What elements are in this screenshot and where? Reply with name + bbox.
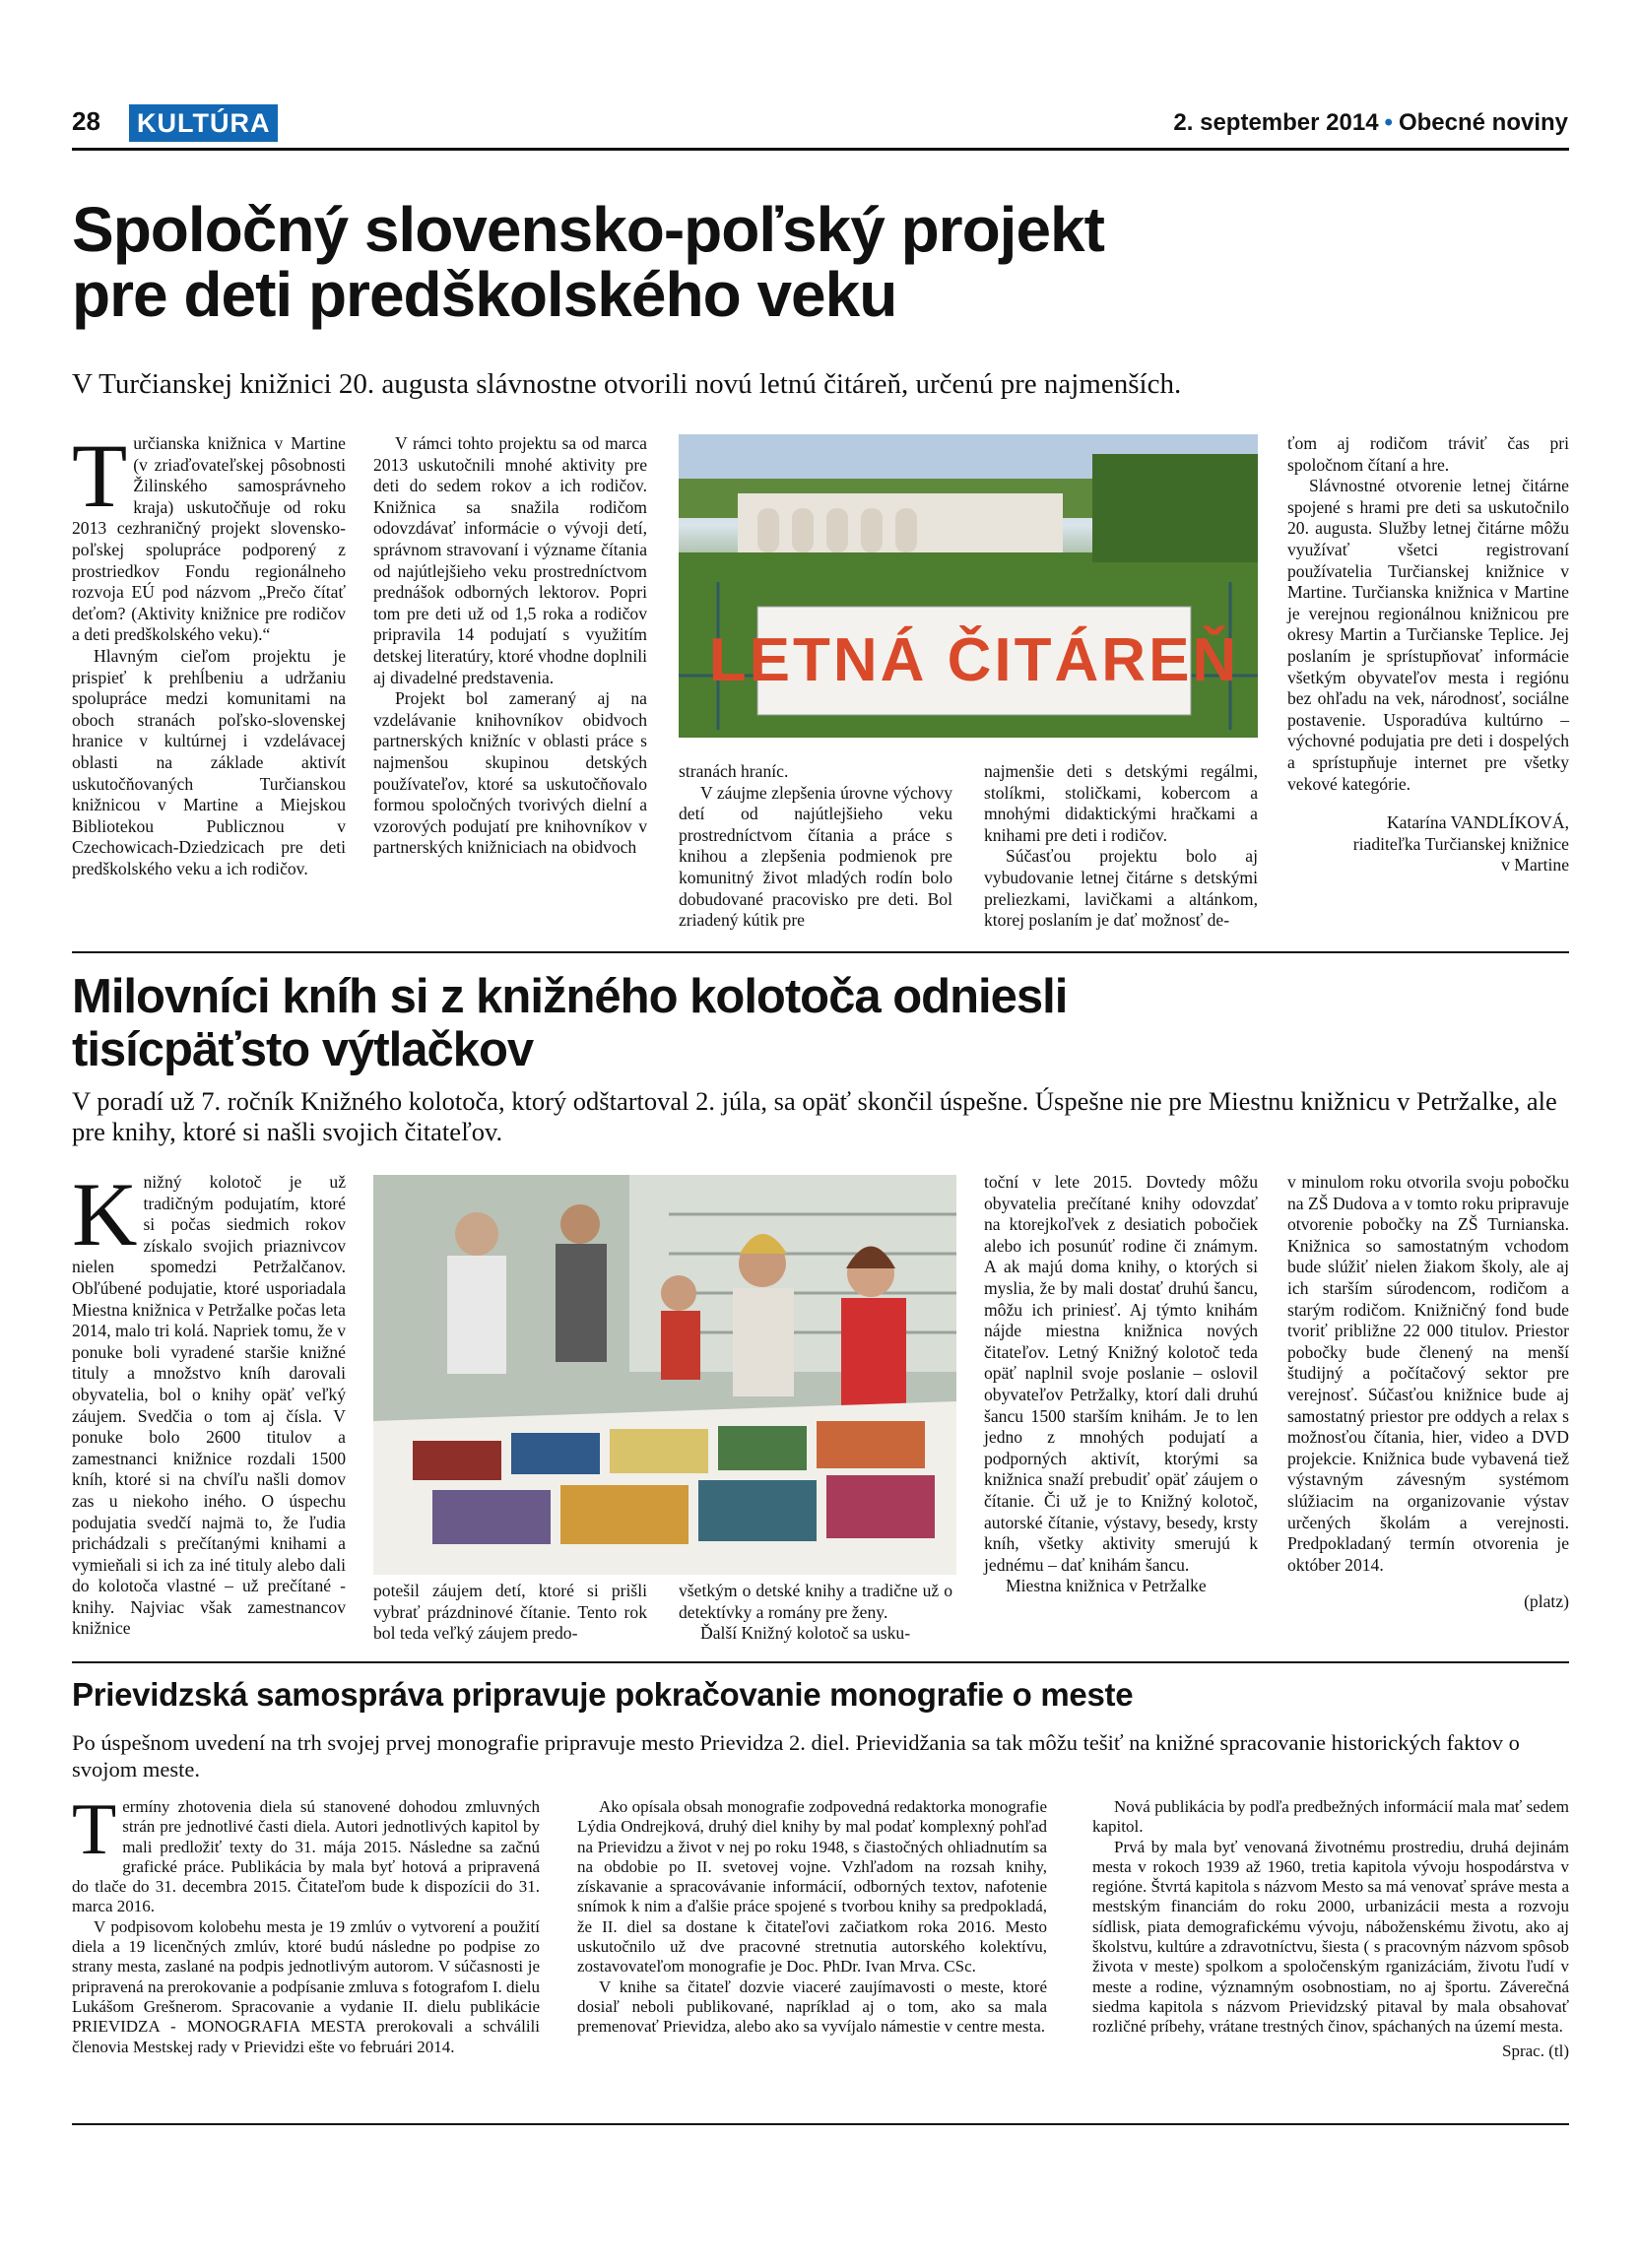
photo-book-fair-illustration (373, 1175, 956, 1575)
photo-letna-citaren-illustration (679, 434, 1258, 738)
article3-headline: Prievidzská samospráva pripravuje pokračovanie monografie o meste (72, 1676, 1134, 1713)
article2-paragraph: všetkým o detské knihy a tradične už o detektívky a romány pre ženy. (679, 1581, 952, 1622)
section-badge: KULTÚRA (129, 104, 278, 142)
article1-dropcap: T (72, 425, 128, 526)
article1-column-5 (1287, 433, 1569, 876)
article1-author-place: v Martine (1501, 855, 1569, 875)
article3-dropcap: T (72, 1789, 117, 1870)
article3-paragraph: Nová publikácia by podľa predbežných informácií mala mať sedem kapitol. (1092, 1797, 1569, 1837)
article2-dropcap: K (72, 1164, 138, 1264)
article1-author-role: riaditeľka Turčianskej knižnice (1352, 833, 1569, 854)
footer-rule (72, 2123, 1569, 2125)
header-rule (72, 148, 1569, 151)
article1-column-4 (984, 761, 1258, 932)
article-divider (72, 951, 1569, 953)
article2-column-2 (373, 1581, 647, 1645)
article1-paragraph: V záujme zlepšenia úrovne výchovy detí od najútlejšieho veku prostredníctvom čítania a práce s knihou a zlepšenia podmienok pre komunitný život mladých rodín bolo dobudované pracovisko pre deti. Bol zriadený kútik pre (679, 782, 952, 931)
article3-column-1 (72, 1789, 540, 2057)
photo-letna-citaren (679, 434, 1258, 738)
article1-author: Katarína VANDLÍKOVÁ, (1386, 812, 1569, 833)
photo-book-fair (373, 1175, 956, 1575)
article1-paragraph: najmenšie deti s detskými regálmi, stolíkmi, stoličkami, kobercom a mnohými didaktickými hračkami a knihami pre deti i rodičov. (984, 761, 1258, 845)
article3-column-3 (1092, 1797, 1569, 2061)
header-dateline (1173, 109, 1568, 137)
article1-column-3 (679, 761, 952, 932)
article3-paragraph: V podpisovom kolobehu mesta je 19 zmlúv o vytvorení a použití diela a 19 licenčných zmlúv, ktoré budú následne po podpise zo strany mesta, zaslané na podpis jednotlivým autorom. V súčasnosti je pripravená na prerokovanie a podpísanie zmluva s fotografom I. dielu Lukášom Grešnerom. Spracovanie a vydanie II. dielu publikácie PRIEVIDZA - MONOGRAFIA MESTA prerokovali a schválili členovia Mestskej rady v Prievidzi ešte vo februári 2014. (72, 1916, 540, 2056)
article1-paragraph: Hlavným cieľom projektu je prispieť k prehĺbeniu a udržaniu spolupráce medzi komunitami na oboch stranách poľsko-slovenskej hranice v kultúrnej i vzdelávacej oblasti na základe aktivít uskutočňovaných Turčianskou knižnicou v Martine a Miejskou Bibliotekou Publicznou v Czechowicach-Dziedzicach pre deti predškolského veku a ich rodičov. (72, 645, 346, 878)
article2-text: nižný kolotoč je už tradičným podujatím, ktoré si počas siedmich rokov získalo svojich priaznivcov nielen spomedzi Petržalčanov. Obľúbené podujatie, ktoré usporiadala Miestna knižnica v Petržalke počas leta 2014, malo tri kolá. Napriek tomu, že v ponuke boli vyradené staršie knižné tituly a množstvo kníh darovali obyvatelia, bol o knihy opäť veľký záujem. Svedčia o tom aj čísla. V ponuke bolo 2600 titulov a zamestnanci knižnice rozdali 1500 kníh, ktoré si na chvíľu našli domov zas u niekoho iného. O úspechu podujatia svedčí najmä to, že ľudia prichádzali s prečítanými knihami a vymieňali si ich za iné tituly alebo dali do kolotoča vlastné – už prečítané - knihy. Najviac však zamestnancov knižnice (72, 1172, 346, 1639)
article3-signature: Sprac. (tl) (1502, 2041, 1569, 2060)
article1-headline-line1: Spoločný slovensko-poľský projekt (72, 194, 1104, 265)
article1-paragraph: ťom aj rodičom tráviť čas pri spoločnom čítaní a hre. (1287, 433, 1569, 475)
separator-dot: • (1384, 109, 1393, 136)
article3-paragraph: Ako opísala obsah monografie zodpovedná redaktorka monografie Lýdia Ondrejková, druhý diel knihy by mal podať komplexný pohľad na Prievidzu a život v nej po roku 1948, s čiastočných ohliadnutím sa na obdobie po II. svetovej vojne. Vzhľadom na rozsah knihy, získavanie a spracovávanie informácií, odborných textov, nafotenie snímok k nim a ďalšie práce spojené s tvorbou knihy sa predpokladá, že II. diel sa dostane k čitateľovi začiatkom roka 2016. Mesto uskutočnilo už dve pracovné stretnutia autorského kolektívu, zostavovateľom monografie je Doc. PhDr. Ivan Mrva. CSc. (577, 1797, 1047, 1976)
article1-paragraph: V rámci tohto projektu sa od marca 2013 uskutočnili mnohé aktivity pre deti do sedem rokov a ich rodičov. Knižnica sa snažila rodičom odovzdávať informácie o vývoji detí, správnom stravovaní i význame čítania od najútlejšieho veku prostredníctvom prednášok odborných lektorov. Popri tom pre deti už od 1,5 roka a rodičov pripravila 14 podujatí s využitím detskej literatúry, ktoré vhodne doplnili aj divadelné predstavenia. (373, 433, 647, 687)
article3-column-2 (577, 1797, 1047, 2038)
article2-paragraph: toční v lete 2015. Dovtedy môžu obyvatelia prečítané knihy odovzdať na ktorejkoľvek z desiatich pobočiek alebo ich posunúť rodine či známym. A ak majú doma knihy, o ktorých si myslia, že by mali dostať druhú šancu, môžu ich priniesť. Aj týmto knihám nájde miestna knižnica nových čitateľov. Letný Knižný kolotoč teda opäť naplnil svoje poslanie – oslovil obyvateľov Petržalky, ktorí dali druhú šancu 1500 starším knihám. Je to len jedno z mnohých podujatí a podporných aktivít, ktorými sa knižnica snaží prebudiť opäť záujem o čítanie. Či už je to Knižný kolotoč, autorské čítanie, výstavy, besedy, krsty kníh, všetky aktivity smerujú k jednému – dať knihám šancu. (984, 1172, 1258, 1575)
article1-paragraph: Slávnostné otvorenie letnej čitárne spojené s hrami pre deti sa uskutočnilo 20. augusta. Služby letnej čitárne môžu využívať všetci registrovaní používatelia Turčianskej knižnice v Martine. Turčianska knižnica v Martine je verejnou regionálnou knižnicou pre okresy Martin a Turčianske Teplice. Jej poslaním je sprístupňovať informácie všetkým obyvateľov mesta i regiónu bez ohľadu na vek, národnosť, sociálne postavenie. Usporadúva kultúrno – výchovné podujatia pre deti i dospelých a sprístupňuje internet pre všetky vekové kategórie. (1287, 476, 1569, 794)
article3-text: ermíny zhotovenia diela sú stanovené dohodou zmluvných strán pre jednotlivé časti diela. Autori jednotlivých kapitol by mali predložiť texty do 31. mája 2015. Následne sa začnú grafické práce. Publikácia by mala byť hotová a pripravená do tlače do 31. decembra 2015. Čitateľom bude k dispozícii do 31. marca 2016. (72, 1797, 540, 1916)
article2-paragraph (72, 1164, 346, 1640)
article2-column-1 (72, 1164, 346, 1640)
article2-column-5 (1287, 1172, 1569, 1613)
article1-column-2 (373, 433, 647, 859)
article2-paragraph: Ďalší Knižný kolotoč sa usku- (700, 1623, 911, 1644)
issue-date: 2. september 2014 (1173, 109, 1379, 136)
article3-lead: Po úspešnom uvedení na trh svojej prvej monografie pripravuje mesto Prievidza 2. diel. Prievidžania sa tak môžu tešiť na knižné spracovanie historických faktov o svojom meste. (72, 1730, 1520, 1782)
article3-paragraph: V knihe sa čitateľ dozvie viaceré zaujímavosti o meste, ktoré dosiaľ neboli publikované, napríklad aj o tom, ako sa mala premenovať Prievidza, alebo ako sa vyvíjalo námestie v centre mesta. (577, 1976, 1047, 2037)
article2-paragraph: Miestna knižnica v Petržalke (1006, 1576, 1207, 1596)
banner-text: LETNÁ ČITÁREŇ (708, 626, 1240, 694)
article1-headline-line2: pre deti predškolského veku (72, 259, 897, 330)
article1-paragraph: stranách hraníc. (679, 761, 789, 781)
article2-paragraph: v minulom roku otvorila svoju pobočku na ZŠ Dudova a v tomto roku pripravuje otvorenie pobočky na ZŠ Turnianska. Knižnica so samostatným vchodom bude slúžiť nielen žiakom školy, ale aj ich starším súrodencom, rodičom a starým rodičom. Knižničný fond bude tvoriť približne 22 000 titulov. Priestor pobočky bude členený na menší študijný a počítačový sektor pre verejnosť. Súčasťou knižnice bude aj samostatný priestor pre oddych a relax s možnosťou čítania, hier, video a DVD projekcie. Knižnica bude vybavená tiež výstavným závesným systémom slúžiacim na organizovanie výstav určených školám a verejnosti. Predpokladaný termín otvorenia je október 2014. (1287, 1172, 1569, 1575)
article1-paragraph: Projekt bol zameraný aj na vzdelávanie knihovníkov obidvoch partnerských knižníc v oblasti práce s najmenšou skupinou detských používateľov, ktoré sa uskutočňovalo formou spoločných tvorivých dielní a vzorových podujatí pre knihovníkov v partnerských knižniciach na obidvoch (373, 688, 647, 858)
page-number: 28 (72, 106, 100, 136)
article2-headline-line2: tisícpäťsto výtlačkov (72, 1023, 534, 1076)
article1-text: určianska knižnica v Martine (v zriaďovateľskej pôsobnosti Žilinského samosprávneho kraja) uskutočňuje od roku 2013 cezhraničný projekt slovensko-poľskej spolupráce podporený z prostriedkov Fondu regionálneho rozvoja EÚ pod názvom „Prečo čítať deťom? (Aktivity knižnice pre rodičov a deti predškolského veku).“ (72, 433, 346, 645)
article2-paragraph: potešil záujem detí, ktoré si prišli vybrať prázdninové čítanie. Tento rok bol teda veľký záujem predo- (373, 1581, 647, 1644)
article2-headline (72, 970, 1549, 1076)
article3-paragraph: Prvá by mala byť venovaná životnému prostrediu, druhá dejinám mesta v rokoch 1939 až 1960, tretia kapitola vývoju hospodárstva v regióne. Štvrtá kapitola s názvom Mesto sa má venovať správe mesta a mestským financiám do roku 2000, urbanizácii mesta a rozvoju sídlisk, piata demografickému vývoju, náboženskému životu, ako aj školstvu, kultúre a zdravotníctvu, šiesta ( s pracovným názvom spôsob života v meste) spolkom a spoločenským rganizáciám, životu ľudí v meste a rodine, významným osobnostiam, no aj športu. Záverečná siedma kapitola s názvom Prievidzský pitaval by mala obsahovať rozličné príbehy, vrátane trestných činov, spáchaných na území mesta. (1092, 1837, 1569, 2037)
article1-headline (72, 194, 1549, 330)
article2-column-3 (679, 1581, 952, 1645)
article2-lead: V poradí už 7. ročník Knižného kolotoča, ktorý odštartoval 2. júla, sa opäť skončil úspešne. Úspešne nie pre Miestnu knižnicu v Petržalke, ale pre knihy, ktoré si našli svojich čitateľov. (72, 1086, 1557, 1146)
article1-lead: V Turčianskej knižnici 20. augusta slávnostne otvorili novú letnú čitáreň, určenú pre najmenších. (72, 368, 1182, 400)
article-divider (72, 1661, 1569, 1663)
article2-signature: (platz) (1524, 1591, 1569, 1612)
article2-headline-line1: Milovníci kníh si z knižného kolotoča odniesli (72, 970, 1068, 1023)
article1-paragraph (72, 425, 346, 646)
article3-paragraph (72, 1789, 540, 1917)
article1-column-1 (72, 425, 346, 879)
article2-column-4 (984, 1172, 1258, 1597)
publication-name: Obecné noviny (1398, 109, 1568, 136)
article1-paragraph: Súčasťou projektu bolo aj vybudovanie letnej čitárne s detskými preliezkami, lavičkami a altánkom, ktorej poslaním je dať možnosť de- (984, 846, 1258, 931)
